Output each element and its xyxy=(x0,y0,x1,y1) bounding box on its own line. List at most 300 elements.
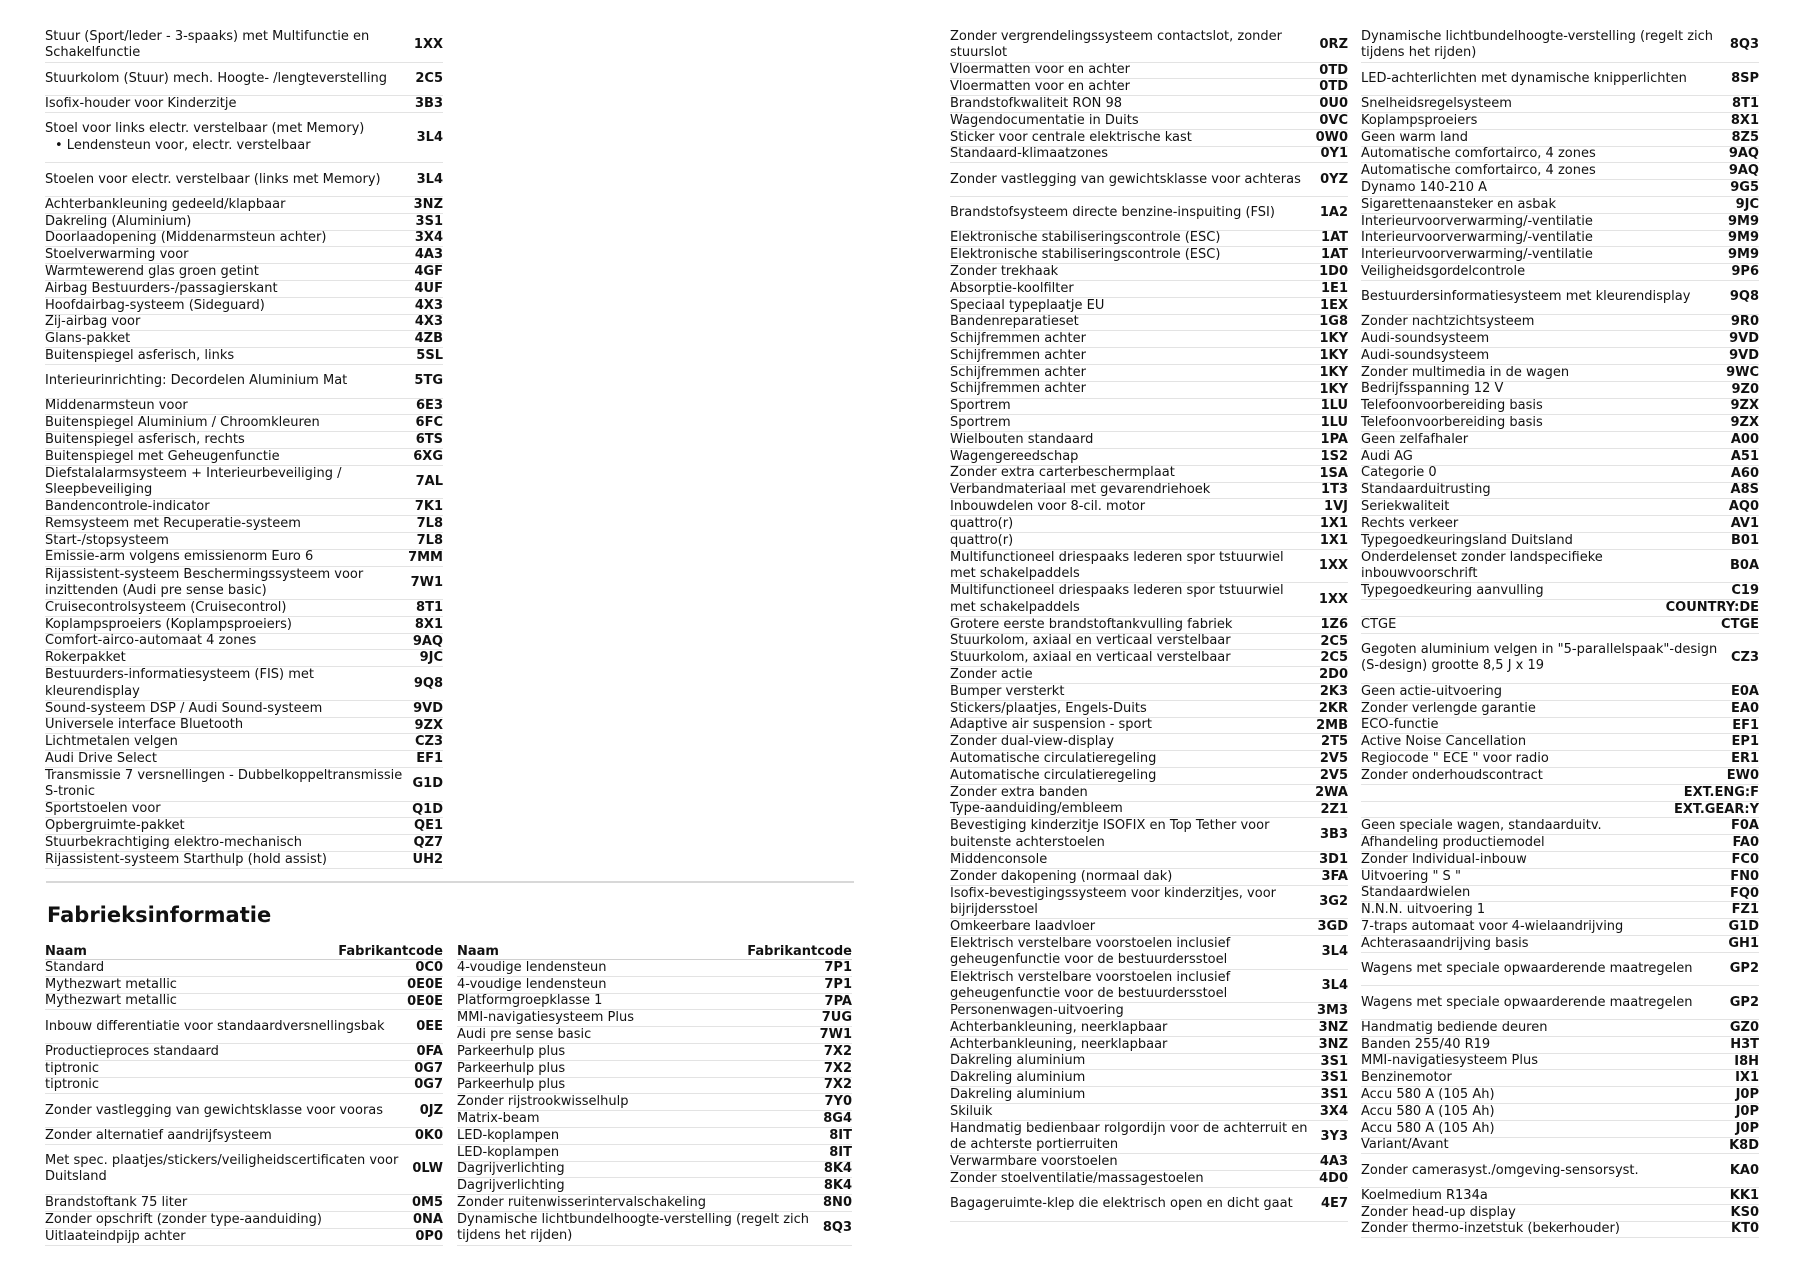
item-name: Parkeerhulp plus xyxy=(457,1060,566,1076)
list-item xyxy=(1361,701,1759,718)
item-name: Sound-systeem DSP / Audi Sound-systeem xyxy=(45,700,323,716)
item-name: Bandencontrole-indicator xyxy=(45,499,210,515)
item-code: 1XX xyxy=(1318,591,1348,607)
item-name: Standaardwielen xyxy=(1361,885,1471,901)
equipment-list-left xyxy=(45,29,443,869)
item-code: 3NZ xyxy=(413,196,443,212)
item-name: Lichtmetalen velgen xyxy=(45,734,178,750)
item-name: Brandstofkwaliteit RON 98 xyxy=(950,95,1123,111)
list-item xyxy=(950,516,1348,533)
item-name: Speciaal typeplaatje EU xyxy=(950,297,1105,313)
item-code: 1S2 xyxy=(1320,448,1348,464)
list-item xyxy=(950,264,1348,281)
item-name: Zonder head-up display xyxy=(1361,1204,1516,1220)
item-name: Audi Drive Select xyxy=(45,751,158,767)
list-item xyxy=(45,96,443,113)
item-name: Zonder nachtzichtsysteem xyxy=(1361,314,1535,330)
list-item xyxy=(45,852,443,869)
item-name: Dynamo 140-210 A xyxy=(1361,179,1488,195)
item-code: 1AT xyxy=(1321,247,1348,263)
item-name: Elektrisch verstelbare voorstoelen inclusief geheugenfunctie voor de bestuurdersstoel xyxy=(950,936,1231,968)
item-name: Wielbouten standaard xyxy=(950,431,1094,447)
item-name: Sportrem xyxy=(950,398,1011,414)
item-code: 2WA xyxy=(1315,784,1348,800)
list-item xyxy=(45,348,443,365)
item-name: Achterbankleuning, neerklapbaar xyxy=(950,1036,1168,1052)
list-item xyxy=(45,415,443,432)
item-name: Personenwagen-uitvoering xyxy=(950,1002,1124,1018)
list-item xyxy=(950,886,1348,920)
list-item xyxy=(950,818,1348,852)
item-name: Interieurvoorverwarming/-ventilatie xyxy=(1361,230,1593,246)
item-code: E0A xyxy=(1731,683,1759,699)
item-code: 9M9 xyxy=(1727,247,1759,263)
list-item xyxy=(457,1027,852,1044)
item-code: 1PA xyxy=(1320,432,1348,448)
list-item xyxy=(1361,533,1759,550)
item-code: 8IT xyxy=(829,1144,852,1160)
list-item xyxy=(1361,617,1759,634)
item-code: 2V5 xyxy=(1319,767,1348,783)
item-code: 8Z5 xyxy=(1731,129,1759,145)
item-name: Buitenspiegel asferisch, links xyxy=(45,347,235,363)
item-code: 1Z6 xyxy=(1320,616,1348,632)
item-name: Zonder thermo-inzetstuk (bekerhouder) xyxy=(1361,1221,1620,1237)
item-code: 8X1 xyxy=(1730,112,1759,128)
list-item xyxy=(950,734,1348,751)
list-item xyxy=(457,1212,852,1246)
item-code: 1VJ xyxy=(1324,499,1348,515)
item-code: 0JZ xyxy=(419,1102,443,1118)
item-code: FA0 xyxy=(1732,835,1759,851)
item-code: 2D0 xyxy=(1319,667,1348,683)
item-code: 1KY xyxy=(1319,364,1348,380)
item-code: G1D xyxy=(412,776,443,792)
item-code: 0RZ xyxy=(1319,37,1348,53)
item-name: Buitenspiegel met Geheugenfunctie xyxy=(45,448,280,464)
item-name: Stuurkolom, axiaal en verticaal verstelbaar xyxy=(950,650,1231,666)
item-code: 3S1 xyxy=(1320,1053,1348,1069)
item-name: Telefoonvoorbereiding basis xyxy=(1361,398,1543,414)
item-code: 2C5 xyxy=(415,70,443,86)
item-code: 1A2 xyxy=(1319,205,1348,221)
item-code: 9R0 xyxy=(1730,314,1759,330)
list-item xyxy=(950,1037,1348,1054)
item-name: Verwarmbare voorstoelen xyxy=(950,1154,1118,1170)
item-name: Zonder alternatief aandrijfsysteem xyxy=(45,1127,272,1143)
item-code: IX1 xyxy=(1735,1070,1759,1086)
list-item xyxy=(950,163,1348,197)
list-item xyxy=(45,516,443,533)
item-code: 1SA xyxy=(1319,465,1348,481)
item-code: 9VD xyxy=(1729,348,1759,364)
list-item xyxy=(1361,147,1759,164)
item-name: Afhandeling productiemodel xyxy=(1361,835,1545,850)
item-code: 0FA xyxy=(416,1043,443,1059)
item-name: Telefoonvoorbereiding basis xyxy=(1361,415,1543,431)
item-name: MMI-navigatiesysteem Plus xyxy=(457,1010,634,1026)
list-item xyxy=(1361,1138,1759,1155)
item-code: 8X1 xyxy=(414,616,443,632)
item-name: tiptronic xyxy=(45,1077,100,1093)
list-item xyxy=(950,29,1348,63)
list-item xyxy=(950,1054,1348,1071)
item-code: 1G8 xyxy=(1319,314,1348,330)
item-code: 1E1 xyxy=(1321,280,1348,296)
item-code: 2KR xyxy=(1318,700,1348,716)
item-name: Koplampsproeiers (Koplampsproeiers) xyxy=(45,616,292,632)
list-item xyxy=(45,533,443,550)
list-item xyxy=(45,718,443,735)
item-code: 9WC xyxy=(1726,364,1759,380)
item-name: Uitlaateindpijp achter xyxy=(45,1228,186,1244)
list-item xyxy=(1361,785,1759,802)
item-name: Zonder ruitenwisserintervalschakeling xyxy=(457,1194,706,1210)
item-name: Doorlaadopening (Middenarmsteun achter) xyxy=(45,230,327,246)
item-code: 6TS xyxy=(415,432,443,448)
item-code: EF1 xyxy=(416,751,443,767)
item-name: Standard xyxy=(45,959,105,975)
item-code: 3D1 xyxy=(1319,851,1348,867)
list-item xyxy=(45,281,443,298)
item-name: Brandstoftank 75 liter xyxy=(45,1194,188,1210)
item-code: 3FA xyxy=(1321,868,1348,884)
list-item xyxy=(950,399,1348,416)
item-code: 9ZX xyxy=(414,717,443,733)
item-name: Sticker voor centrale elektrische kast xyxy=(950,129,1192,145)
item-code: 3X4 xyxy=(1319,1103,1348,1119)
list-item xyxy=(1361,1205,1759,1222)
item-code: 1LU xyxy=(1320,398,1348,414)
list-item xyxy=(1361,415,1759,432)
list-item xyxy=(1361,1087,1759,1104)
item-code: GZ0 xyxy=(1729,1019,1759,1035)
list-item xyxy=(1361,315,1759,332)
item-code: 8Q3 xyxy=(822,1220,852,1236)
factory-list-right xyxy=(457,960,852,1246)
item-name: Elektronische stabiliseringscontrole (ESC) xyxy=(950,247,1221,263)
list-item xyxy=(1361,886,1759,903)
list-item xyxy=(1361,499,1759,516)
item-name: Interieurinrichting: Decordelen Aluminium Mat xyxy=(45,373,348,389)
item-code: AQ0 xyxy=(1728,499,1759,515)
list-item xyxy=(457,994,852,1011)
list-item xyxy=(950,281,1348,298)
list-item xyxy=(45,751,443,768)
item-name: Regiocode " ECE " voor radio xyxy=(1361,751,1549,767)
list-item xyxy=(1361,180,1759,197)
item-name: Schijfremmen achter xyxy=(950,364,1086,380)
list-item xyxy=(950,315,1348,332)
list-item xyxy=(457,1078,852,1095)
item-name: Multifunctioneel driespaaks lederen spor tstuurwiel met schakelpaddels xyxy=(950,583,1284,615)
item-name: Elektrisch verstelbare voorstoelen inclusief geheugenfunctie voor de bestuurdersstoel xyxy=(950,969,1231,1001)
list-item xyxy=(45,466,443,500)
list-item xyxy=(1361,986,1759,1020)
item-name: Geen warm land xyxy=(1361,129,1469,145)
item-code: EA0 xyxy=(1731,700,1759,716)
item-code: 0NA xyxy=(413,1211,443,1227)
list-item xyxy=(1361,1222,1759,1239)
item-name: Productieproces standaard xyxy=(45,1043,219,1059)
item-code: 7W1 xyxy=(410,574,443,590)
list-item xyxy=(950,919,1348,936)
list-item xyxy=(950,130,1348,147)
list-item xyxy=(45,768,443,802)
list-item xyxy=(45,113,443,163)
item-code: 1D0 xyxy=(1319,264,1348,280)
item-name: Handmatig bediende deuren xyxy=(1361,1019,1548,1035)
item-name: Zonder dakopening (normaal dak) xyxy=(950,868,1173,884)
list-item xyxy=(950,247,1348,264)
item-name: LED-koplampen xyxy=(457,1127,560,1143)
list-item xyxy=(1361,684,1759,701)
item-name: Middenconsole xyxy=(950,851,1048,867)
list-item xyxy=(45,1078,443,1095)
item-name: Airbag Bestuurders-/passagierskant xyxy=(45,280,278,296)
item-code: 1X1 xyxy=(1319,516,1348,532)
item-code: 9ZX xyxy=(1730,415,1759,431)
list-item xyxy=(1361,583,1759,600)
item-code: C19 xyxy=(1731,583,1759,599)
item-name: Zonder rijstrookwisselhulp xyxy=(457,1094,629,1110)
item-name: quattro(r) xyxy=(950,515,1014,531)
list-item xyxy=(45,264,443,281)
item-name: Omkeerbare laadvloer xyxy=(950,918,1096,934)
item-code: 2C5 xyxy=(1320,650,1348,666)
item-name: Universele interface Bluetooth xyxy=(45,717,244,733)
item-name: Inbouw differentiatie voor standaardversnellingsbak xyxy=(45,1018,385,1034)
item-name: Standaard-klimaatzones xyxy=(950,146,1109,162)
item-code: 0G7 xyxy=(414,1077,443,1093)
list-item xyxy=(1361,1054,1759,1071)
item-name: Wagendocumentatie in Duits xyxy=(950,112,1139,128)
item-code: AV1 xyxy=(1730,516,1759,532)
list-item xyxy=(950,1070,1348,1087)
list-item xyxy=(950,667,1348,684)
item-name: Achterbankleuning gedeeld/klapbaar xyxy=(45,196,286,212)
list-item xyxy=(45,214,443,231)
item-name: Achterasaandrijving basis xyxy=(1361,935,1529,951)
list-item xyxy=(1361,449,1759,466)
item-code: 4X3 xyxy=(414,314,443,330)
list-item xyxy=(1361,919,1759,936)
item-code: 4X3 xyxy=(414,297,443,313)
item-name: Dynamische lichtbundelhoogte-verstelling (regelt zich tijdens het rijden) xyxy=(1361,29,1714,61)
list-item xyxy=(1361,331,1759,348)
item-code: 3L4 xyxy=(416,171,443,187)
list-item xyxy=(45,567,443,601)
item-code: 0K0 xyxy=(414,1127,443,1143)
item-name: Geen speciale wagen, standaarduitv. xyxy=(1361,818,1602,834)
item-code: J0P xyxy=(1735,1120,1759,1136)
list-item xyxy=(950,970,1348,1004)
item-code: 7P1 xyxy=(824,976,852,992)
item-name: Categorie 0 xyxy=(1361,465,1437,481)
item-code: 3L4 xyxy=(1321,944,1348,960)
item-name: Zij-airbag voor xyxy=(45,314,141,330)
item-name: Rechts verkeer xyxy=(1361,515,1459,531)
item-name: Snelheidsregelsysteem xyxy=(1361,95,1512,111)
factory-list-left xyxy=(45,960,443,1246)
item-code: CTGE xyxy=(1721,616,1759,632)
item-name: Rijassistent-systeem Starthulp (hold assist) xyxy=(45,851,327,867)
list-item xyxy=(45,63,443,97)
item-name: 4-voudige lendensteun xyxy=(457,976,607,992)
item-name: Glans-pakket xyxy=(45,331,131,347)
item-code: FC0 xyxy=(1731,851,1759,867)
item-name: Schijfremmen achter xyxy=(950,381,1086,397)
item-code: 2Z1 xyxy=(1320,801,1348,817)
item-code: 4A3 xyxy=(414,247,443,263)
item-code: 8K4 xyxy=(823,1161,852,1177)
item-code: 3B3 xyxy=(1320,826,1348,842)
item-code: 9AQ xyxy=(1728,163,1759,179)
list-item xyxy=(950,382,1348,399)
item-code: 2T5 xyxy=(1321,734,1348,750)
list-item xyxy=(1361,516,1759,533)
list-item xyxy=(950,869,1348,886)
item-name: Stoelen voor electr. verstelbaar (links met Memory) xyxy=(45,171,381,187)
item-name: Typegoedkeuring aanvulling xyxy=(1361,583,1544,599)
list-item xyxy=(1361,96,1759,113)
item-name: Stuur (Sport/leder - 3-spaaks) met Multifunctie en Schakelfunctie xyxy=(45,29,370,61)
item-name: Elektronische stabiliseringscontrole (ESC) xyxy=(950,230,1221,246)
item-code: A60 xyxy=(1730,465,1759,481)
list-item xyxy=(950,751,1348,768)
item-name: Automatische circulatieregeling xyxy=(950,767,1157,783)
list-item xyxy=(1361,936,1759,953)
item-name: Audi AG xyxy=(1361,448,1413,464)
list-item xyxy=(950,1020,1348,1037)
list-item xyxy=(1361,1020,1759,1037)
item-code: 6FC xyxy=(415,415,443,431)
list-item xyxy=(1361,1104,1759,1121)
item-name: Zonder vastlegging van gewichtsklasse voor vooras xyxy=(45,1102,384,1118)
list-item xyxy=(950,348,1348,365)
header-name: Naam xyxy=(457,944,499,959)
list-item xyxy=(45,1044,443,1061)
item-name: MMI-navigatiesysteem Plus xyxy=(1361,1053,1538,1069)
section-title: Fabrieksinformatie xyxy=(47,903,272,927)
item-code: 8N0 xyxy=(823,1195,852,1211)
item-code: QZ7 xyxy=(413,835,443,851)
list-item xyxy=(950,1154,1348,1171)
list-item xyxy=(45,1128,443,1145)
list-item xyxy=(1361,953,1759,987)
item-name: Isofix-bevestigingssysteem voor kinderzitjes, voor bijrijdersstoel xyxy=(950,885,1276,917)
item-code: 5SL xyxy=(416,348,443,364)
item-code: 2MB xyxy=(1316,717,1348,733)
item-code: 9VD xyxy=(1729,331,1759,347)
item-code: 9JC xyxy=(1735,196,1759,212)
list-item xyxy=(950,466,1348,483)
item-code: 9P6 xyxy=(1731,264,1759,280)
item-code: KT0 xyxy=(1731,1221,1759,1237)
list-item xyxy=(1361,382,1759,399)
item-name: Met spec. plaatjes/stickers/veiligheidscertificaten voor Duitsland xyxy=(45,1153,399,1185)
item-code: GH1 xyxy=(1728,935,1759,951)
list-item xyxy=(457,1111,852,1128)
item-code: 9VD xyxy=(413,700,443,716)
list-item xyxy=(1361,818,1759,835)
list-item xyxy=(1361,365,1759,382)
factory-table-right xyxy=(457,942,852,1246)
item-code: 0W0 xyxy=(1315,129,1348,145)
item-code: KA0 xyxy=(1729,1162,1759,1178)
item-name: Wagens met speciale opwaarderende maatregelen xyxy=(1361,994,1693,1010)
item-name: Dagrijverlichting xyxy=(457,1178,565,1194)
item-name: Seriekwaliteit xyxy=(1361,499,1450,515)
list-item xyxy=(45,1010,443,1044)
list-item xyxy=(950,231,1348,248)
list-item xyxy=(1361,634,1759,684)
item-name: Vloermatten voor en achter xyxy=(950,79,1131,95)
item-name: ECO-functie xyxy=(1361,717,1439,733)
list-item xyxy=(1361,197,1759,214)
item-name: Accu 580 A (105 Ah) xyxy=(1361,1103,1495,1119)
list-item xyxy=(950,79,1348,96)
item-code: I8H xyxy=(1734,1053,1759,1069)
item-code: 1AT xyxy=(1321,230,1348,246)
list-item xyxy=(950,365,1348,382)
item-code: QE1 xyxy=(414,818,443,834)
list-item xyxy=(1361,550,1759,584)
item-code: 0YZ xyxy=(1320,171,1348,187)
item-name: Inbouwdelen voor 8-cil. motor xyxy=(950,499,1146,515)
item-code: A00 xyxy=(1730,432,1759,448)
list-item xyxy=(1361,163,1759,180)
item-code: EF1 xyxy=(1732,717,1759,733)
item-code: 0LW xyxy=(412,1161,443,1177)
item-name: Remsysteem met Recuperatie-systeem xyxy=(45,515,301,531)
item-code: 0C0 xyxy=(415,959,443,975)
list-item xyxy=(45,1212,443,1229)
item-code: 4A3 xyxy=(1319,1154,1348,1170)
item-code: 2V5 xyxy=(1319,751,1348,767)
item-code: 0G7 xyxy=(414,1060,443,1076)
list-item xyxy=(1361,600,1759,617)
header-code: Fabrikantcode xyxy=(747,944,852,959)
item-code: FQ0 xyxy=(1730,885,1759,901)
item-name: Variant/Avant xyxy=(1361,1137,1449,1153)
item-name: tiptronic xyxy=(45,1060,100,1076)
header-code: Fabrikantcode xyxy=(338,944,443,959)
item-code: 3GD xyxy=(1317,919,1348,935)
list-item xyxy=(1361,1037,1759,1054)
item-code: 8SP xyxy=(1731,70,1759,86)
item-name: Wagengereedschap xyxy=(950,448,1079,464)
list-item xyxy=(45,550,443,567)
equipment-list-right xyxy=(1361,29,1759,1238)
list-item xyxy=(950,331,1348,348)
item-code: B0A xyxy=(1729,558,1759,573)
item-code: 3L4 xyxy=(1321,977,1348,993)
item-name: Bevestiging kinderzitje ISOFIX en Top Tether voor buitenste achterstoelen xyxy=(950,818,1270,850)
item-name: Stuurbekrachtiging elektro-mechanisch xyxy=(45,835,303,850)
item-code: CZ3 xyxy=(1730,650,1759,666)
item-code: 3Y3 xyxy=(1320,1129,1348,1145)
item-name: Hoofdairbag-systeem (Sideguard) xyxy=(45,297,265,313)
item-name: Sportrem xyxy=(950,415,1011,431)
item-code: 4E7 xyxy=(1321,1196,1348,1212)
item-code: 9ZX xyxy=(1730,398,1759,414)
item-name: Automatische comfortairco, 4 zones xyxy=(1361,146,1596,162)
item-name: N.N.N. uitvoering 1 xyxy=(1361,902,1486,918)
item-name: Koplampsproeiers xyxy=(1361,112,1478,128)
item-code: H3T xyxy=(1730,1036,1759,1052)
item-code: 9Q8 xyxy=(1729,289,1759,305)
